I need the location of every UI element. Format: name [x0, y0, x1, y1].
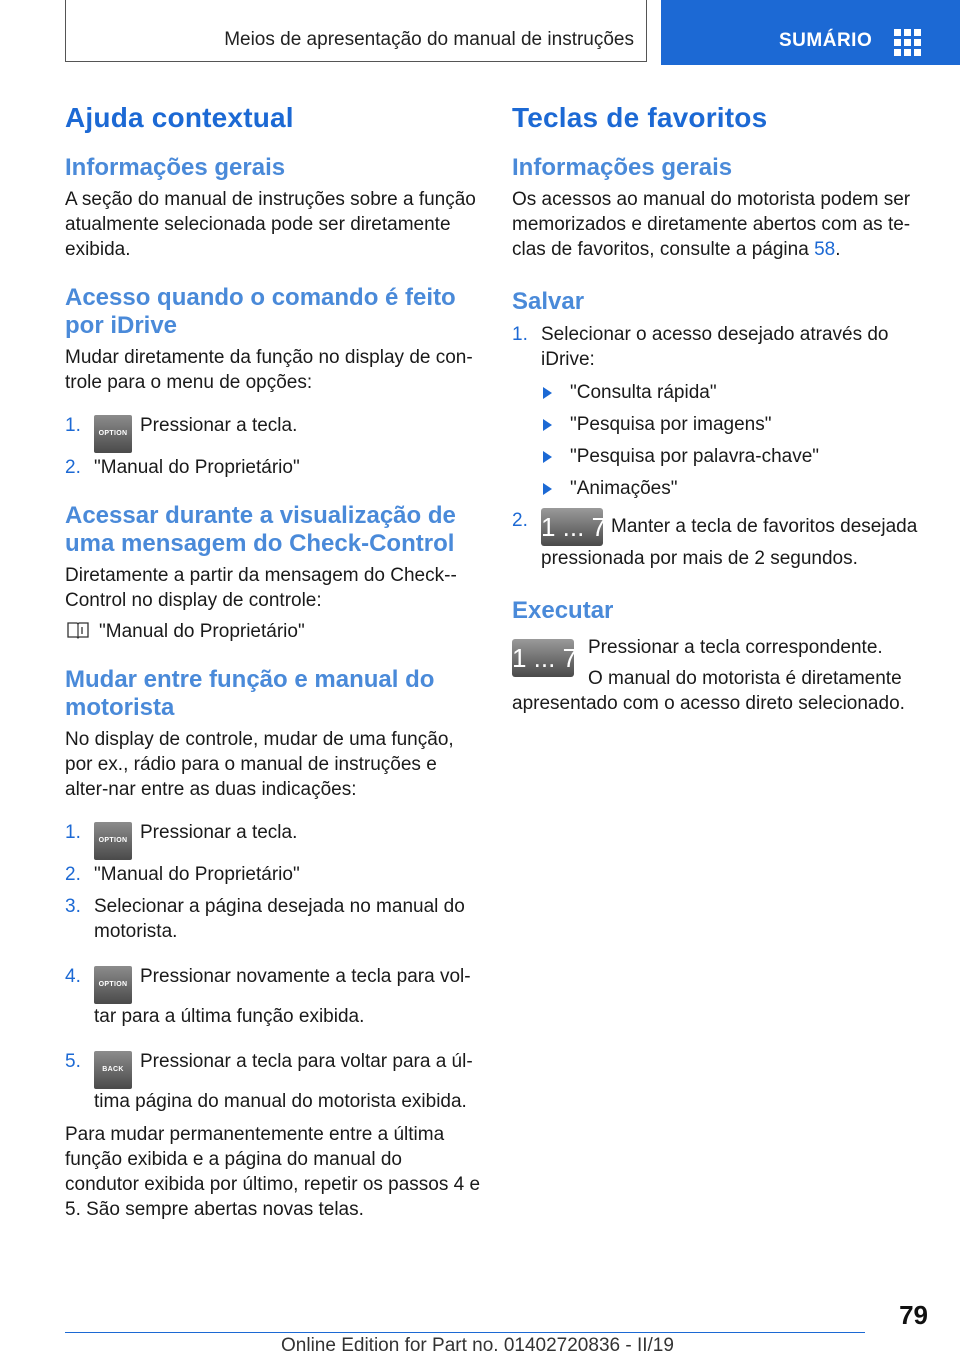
option-key-icon: OPTION [94, 415, 132, 453]
subsection-heading: Mudar entre função e manual do motorista [65, 666, 435, 721]
sub-list-item [541, 476, 932, 501]
sub-list-item [541, 412, 932, 437]
list-item [65, 820, 481, 860]
sumario-label: SUMÁRIO [779, 30, 873, 51]
step-text: Selecionar o acesso desejado através do iDrive: [541, 324, 889, 370]
step-number: 2. [65, 864, 81, 885]
book-icon [67, 621, 89, 639]
sub-item-text: "Consulta rápida" [570, 382, 717, 403]
sub-list-item [541, 380, 932, 405]
step-text: Pressionar a tecla. [140, 822, 298, 843]
step-list [65, 820, 481, 1114]
step-text: Pressionar novamente a tecla para vol-tar para a última função exibida. [94, 966, 471, 1027]
triangle-bullet-icon [543, 387, 552, 399]
paragraph: Diretamente a partir da mensagem do Check--Control no display de controle: [65, 565, 457, 611]
subsection-heading: Acessar durante a visualização de uma mensagem do Check-Control [65, 502, 456, 557]
paragraph [512, 187, 932, 262]
list-item [65, 862, 481, 887]
page-number: 79 [899, 1300, 928, 1330]
list-item [65, 894, 481, 944]
step-text: Pressionar a tecla. [140, 415, 298, 436]
step-list [65, 413, 481, 480]
step-text: "Manual do Proprietário" [94, 864, 300, 885]
subsection-heading: Informações gerais [512, 154, 733, 181]
step-number: 3. [65, 896, 81, 917]
list-item [65, 964, 481, 1029]
menu-path-text: "Manual do Proprietário" [99, 621, 305, 642]
paragraph: Pressionar a tecla correspondente. [588, 637, 883, 658]
step-number: 2. [65, 457, 81, 478]
option-key-icon: OPTION [94, 966, 132, 1004]
subsection-heading: Acesso quando o comando é feito por iDrive [65, 284, 456, 339]
step-text: Selecionar a página desejada no manual do motorista. [94, 896, 465, 942]
option-key-icon: OPTION [94, 822, 132, 860]
subsection-heading: Salvar [512, 288, 585, 315]
paragraph: Mudar diretamente da função no display de con-trole para o menu de opções: [65, 347, 473, 393]
list-item [65, 413, 481, 453]
favorites-key-icon: 1 ... 7 [541, 508, 603, 546]
edition-footer: Online Edition for Part no. 01402720836 - II/19 [281, 1335, 674, 1356]
sub-item-text: "Pesquisa por palavra-chave" [570, 446, 820, 467]
paragraph-end: . [835, 239, 841, 260]
back-key-icon: BACK [94, 1051, 132, 1089]
section-heading: Teclas de favoritos [512, 102, 768, 133]
step-text: "Manual do Proprietário" [94, 457, 300, 478]
step-number: 5. [65, 1051, 81, 1072]
subsection-heading: Informações gerais [65, 154, 286, 181]
left-column [65, 100, 481, 1222]
menu-path [65, 619, 481, 644]
chapter-title: Meios de apresentação do manual de instruções [224, 29, 634, 50]
paragraph-text: Os acessos ao manual do motorista podem ser memorizados e diretamente abertos com as te-clas de favoritos, consulte a página [512, 189, 911, 260]
paragraph: No display de controle, mudar de uma função, por ex., rádio para o manual de instruções e alter-nar entre as duas indicações: [65, 729, 454, 800]
step-number: 1. [65, 822, 81, 843]
step-number: 1. [512, 324, 528, 345]
triangle-bullet-icon [543, 419, 552, 431]
right-column [512, 100, 932, 716]
paragraph: O manual do motorista é diretamente apresentado com o acesso direto selecionado. [512, 668, 905, 714]
subsection-heading: Executar [512, 597, 614, 624]
footer-divider [65, 1332, 865, 1333]
sumario-button[interactable] [661, 0, 960, 65]
step-number: 2. [512, 510, 528, 531]
grid-icon [894, 29, 921, 54]
paragraph: A seção do manual de instruções sobre a função atualmente selecionada pode ser diretamente exibida. [65, 189, 476, 260]
list-item [65, 1049, 481, 1114]
sub-list-item [541, 444, 932, 469]
step-number: 4. [65, 966, 81, 987]
step-text: Pressionar a tecla para voltar para a úl-tima página do manual do motorista exibida. [94, 1051, 473, 1112]
paragraph: Para mudar permanentemente entre a última função exibida e a página do manual do condutor exibida por último, repetir os passos 4 e 5. São sempre abertas novas telas. [65, 1124, 481, 1220]
triangle-bullet-icon [543, 483, 552, 495]
list-item [512, 508, 932, 571]
execute-block [512, 635, 932, 716]
sub-item-text: "Pesquisa por imagens" [570, 414, 772, 435]
list-item [65, 455, 481, 480]
sub-list [541, 380, 932, 501]
page-link[interactable]: 58 [814, 239, 836, 260]
step-text: Manter a tecla de favoritos desejada pressionada por mais de 2 segundos. [541, 516, 918, 569]
sub-item-text: "Animações" [570, 478, 678, 499]
list-item [512, 322, 932, 501]
triangle-bullet-icon [543, 451, 552, 463]
step-list [512, 322, 932, 571]
favorites-key-icon: 1 ... 7 [512, 639, 574, 677]
section-heading: Ajuda contextual [65, 102, 294, 133]
step-number: 1. [65, 415, 81, 436]
header-frame [65, 0, 647, 62]
